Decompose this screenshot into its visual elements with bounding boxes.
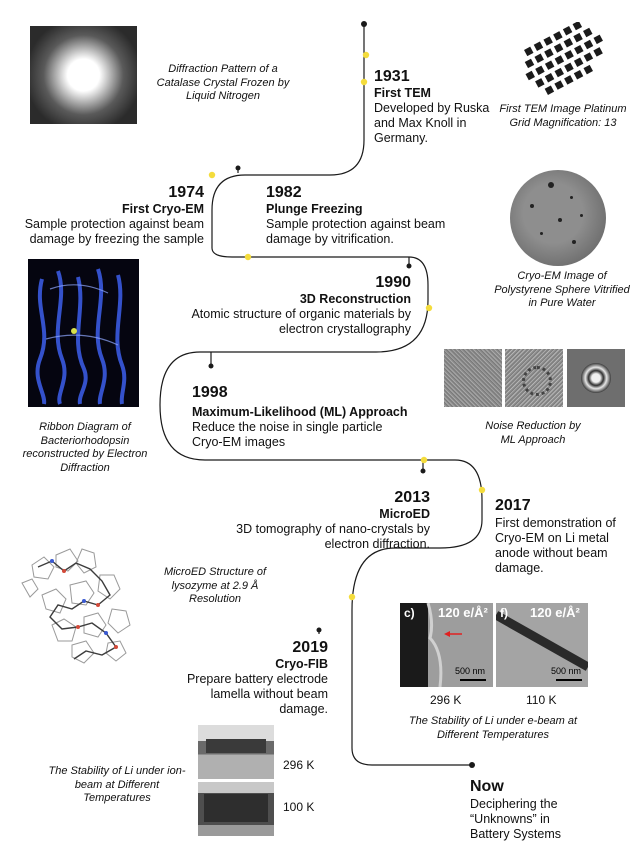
fib-100k-label: 100 K [283, 800, 315, 814]
dot-1990 [407, 264, 412, 269]
desc-2019: Prepare battery electrode lamella without beam damage. [186, 672, 328, 716]
title-1990: 3D Reconstruction [299, 292, 411, 306]
node-1931 [363, 52, 369, 58]
year-2017: 2017 [495, 497, 531, 514]
node-1990 [426, 305, 432, 311]
year-2019: 2019 [292, 639, 328, 656]
desc-2013: 3D tomography of nano-crystals by electron diffraction. [236, 522, 430, 551]
node-1974 [209, 172, 215, 178]
dot-2013 [421, 469, 426, 474]
fib-panel-100k [198, 782, 274, 836]
ribbon-caption: Ribbon Diagram of Bacteriorhodopsin reconstructed by Electron Diffraction [22, 421, 148, 474]
year-2013: 2013 [394, 489, 430, 506]
year-now: Now [470, 778, 504, 795]
title-1974: First Cryo-EM [122, 202, 204, 216]
panel-c-dose: 120 e/Å² [438, 605, 488, 620]
desc-1982: Sample protection against beam damage by vitrification. [266, 217, 446, 246]
dot-2019 [317, 628, 322, 633]
ebeam-panel-296k [400, 603, 493, 687]
diffraction-pattern-image [30, 26, 137, 124]
polystyrene-sphere-image [510, 170, 606, 266]
node-2017 [479, 487, 485, 493]
li-ionbeam-caption: The Stability of Li under ion-beam at Different Temperatures [48, 765, 186, 804]
title-1998: Maximum-Likelihood (ML) Approach [192, 405, 408, 419]
year-1998: 1998 [192, 384, 228, 401]
first-tem-caption: First TEM Image Platinum Grid Magnification: 13 [499, 103, 627, 129]
temp-110k-label: 110 K [526, 693, 557, 707]
first-tem-grid-image [514, 22, 624, 98]
panel-c-scalebar: 500 nm [455, 666, 486, 676]
desc-2017: First demonstration of Cryo-EM on Li metal anode without beam damage. [495, 516, 616, 575]
title-1931: First TEM [374, 86, 431, 100]
panel-f-scalebar: 500 nm [551, 666, 582, 676]
node-1982 [245, 254, 251, 260]
noise-caption: Noise Reduction by ML Approach [485, 420, 581, 446]
microed-caption: MicroED Structure of lysozyme at 2.9 Å Resolution [163, 566, 267, 605]
desc-1931: Developed by Ruska and Max Knoll in Germany. [374, 101, 490, 145]
panel-f-dose: 120 e/Å² [530, 605, 580, 620]
microed-structure-image [12, 525, 162, 675]
node-2019 [349, 594, 355, 600]
year-1990: 1990 [375, 274, 411, 291]
start-dot [361, 21, 367, 27]
li-ebeam-caption: The Stability of Li under e-beam at Different Temperatures [408, 715, 578, 741]
year-1974: 1974 [168, 184, 204, 201]
desc-1998: Reduce the noise in single particle Cryo-EM images [192, 420, 383, 449]
polystyrene-caption: Cryo-EM Image of Polystyrene Sphere Vitrified in Pure Water [494, 270, 630, 309]
title-2019: Cryo-FIB [275, 657, 328, 671]
desc-1974: Sample protection against beam damage by freezing the sample [24, 217, 204, 246]
noise-panel-3 [567, 349, 625, 407]
dot-1998 [209, 364, 214, 369]
fib-panel-296k [198, 725, 274, 779]
title-2013: MicroED [379, 507, 430, 521]
desc-1990: Atomic structure of organic materials by electron crystallography [191, 307, 411, 336]
noise-panel-2 [505, 349, 563, 407]
panel-f-label: f) [500, 606, 508, 620]
year-1931: 1931 [374, 68, 410, 85]
title-1982: Plunge Freezing [266, 202, 363, 216]
desc-now: Deciphering the “Unknowns” in Battery Systems [470, 797, 561, 841]
diffraction-caption: Diffraction Pattern of a Catalase Crystal Frozen by Liquid Nitrogen [156, 63, 290, 102]
node-2013 [421, 457, 427, 463]
ribbon-diagram-image [28, 259, 139, 407]
fib-296k-label: 296 K [283, 758, 315, 772]
node-1931b [361, 79, 367, 85]
end-dot [469, 762, 475, 768]
ebeam-panel-110k [496, 603, 588, 687]
noise-panel-1 [444, 349, 502, 407]
temp-296k-label: 296 K [430, 693, 462, 707]
dot-1982 [236, 166, 241, 171]
panel-c-label: c) [404, 606, 415, 620]
year-1982: 1982 [266, 184, 302, 201]
